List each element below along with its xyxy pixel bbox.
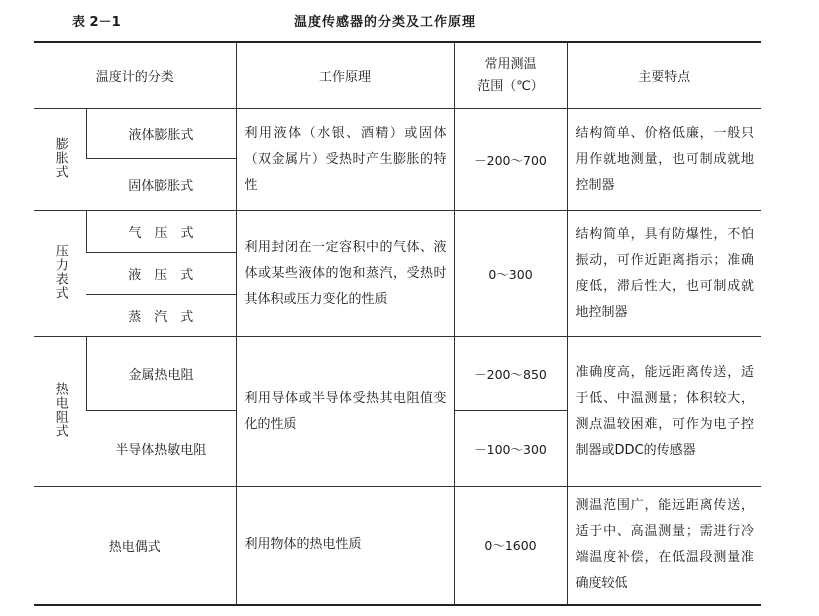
features-cell: 准确度高，能远距离传送，适于低、中温测量；体积较大，测点温较困难，可作为电子控制器或DDC的传感器 [567, 337, 761, 487]
range-cell: 0～1600 [454, 487, 567, 605]
type-cell: 液体膨胀式 [86, 109, 236, 159]
features-cell: 结构简单、价格低廉，一般只用作就地测量，也可制成就地控制器 [567, 109, 761, 211]
header-principle: 工作原理 [236, 42, 454, 109]
table-caption [0, 0, 819, 34]
table-row [34, 337, 761, 411]
principle-cell: 利用导体或半导体受热其电阻值变化的性质 [236, 337, 454, 487]
range-cell: －100～300 [454, 411, 567, 487]
table-row [34, 109, 761, 159]
type-cell: 蒸 汽 式 [86, 295, 236, 337]
type-cell: 液 压 式 [86, 253, 236, 295]
principle-cell: 利用物体的热电性质 [236, 487, 454, 605]
header-classification: 温度计的分类 [34, 42, 236, 109]
principle-cell: 利用封闭在一定容积中的气体、液体或某些液体的饱和蒸汽，受热时其体积或压力变化的性质 [236, 211, 454, 337]
principle-cell: 利用液体（水银、酒精）或固体（双金属片）受热时产生膨胀的特性 [236, 109, 454, 211]
table-row [34, 487, 761, 605]
header-range-line2: 范围（℃） [477, 78, 544, 94]
range-cell: －200～700 [454, 109, 567, 211]
group-name: 热电阻式 [52, 381, 68, 438]
features-cell: 测温范围广，能远距离传送，适于中、高温测量；需进行冷端温度补偿，在低温段测量准确度较低 [567, 487, 761, 605]
table-number: 表 2－1 [72, 15, 121, 30]
type-cell: 气 压 式 [86, 211, 236, 253]
group-cell [34, 211, 86, 337]
range-cell: －200～850 [454, 337, 567, 411]
table-row [34, 211, 761, 253]
header-range-line1: 常用测温 [484, 56, 537, 72]
header-range [454, 42, 567, 109]
range-cell: 0～300 [454, 211, 567, 337]
type-cell: 固体膨胀式 [86, 159, 236, 211]
group-name: 压力表式 [52, 243, 68, 300]
features-cell: 结构简单，具有防爆性，不怕振动，可作近距离指示；准确度低，滞后性大，也可制成就地控制器 [567, 211, 761, 337]
header-row [34, 42, 761, 109]
table-title: 温度传感器的分类及工作原理 [294, 15, 477, 30]
group-name: 膨胀式 [52, 136, 68, 179]
group-cell: 热电偶式 [34, 487, 236, 605]
sensor-classification-table [34, 41, 761, 606]
type-cell: 半导体热敏电阻 [86, 411, 236, 487]
group-cell [34, 109, 86, 211]
type-cell: 金属热电阻 [86, 337, 236, 411]
header-features: 主要特点 [567, 42, 761, 109]
group-cell [34, 337, 86, 487]
